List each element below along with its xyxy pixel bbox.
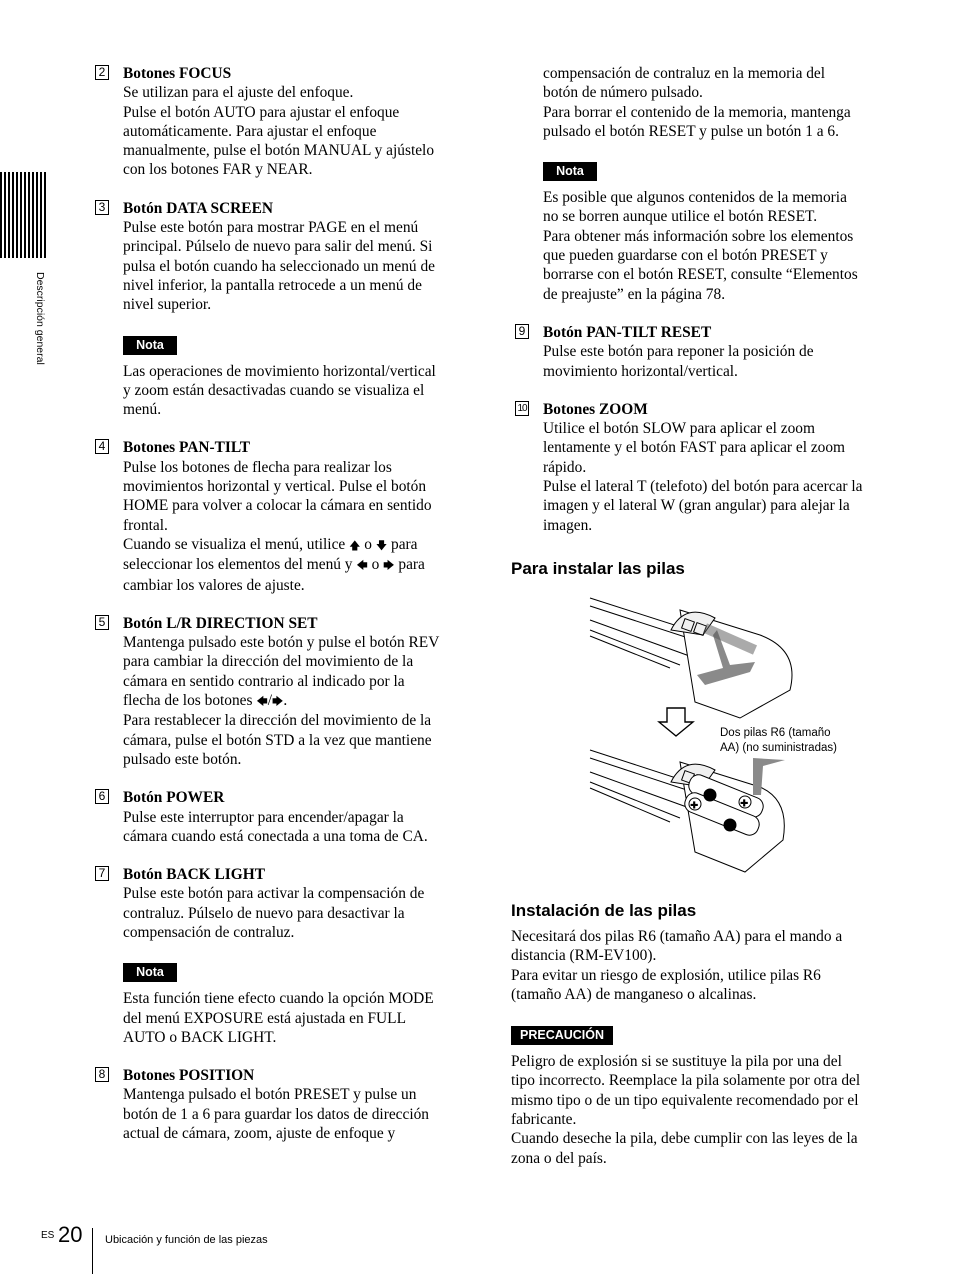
item-title: Botón POWER bbox=[123, 789, 225, 807]
note-block bbox=[123, 335, 468, 420]
item-text: Pulse este interruptor para encender/apagar la cámara cuando está conectada a una toma de CA. bbox=[123, 808, 428, 845]
item-text: Pulse este botón para mostrar PAGE en el menú principal. Púlselo de nuevo para salir del menú. Si pulsa el botón cuando ha seleccionado un menú de nivel inferior, la pantalla retrocede a un menú de nivel superior. bbox=[123, 219, 435, 314]
item-back-light bbox=[98, 865, 468, 942]
item-lr-direction bbox=[98, 614, 468, 769]
section-heading: Instalación de las pilas bbox=[511, 901, 697, 920]
item-text: Pulse los botones de flecha para realizar los movimientos horizontal y vertical. Pulse el botón HOME para volver a colocar la cámara en sentido frontal. bbox=[123, 458, 432, 534]
caution-text: Peligro de explosión si se sustituye la pila por una del tipo incorrecto. Reemplace la pila solamente por otra del mismo tipo o de un tipo equivalente recomendado por el fabricante. Cuando deseche la pila, debe cumplir con las leyes de la zona o del país. bbox=[511, 1053, 861, 1167]
item-text-arrows-2: seleccionar los elementos del menú y 🡄 o 🡆 para bbox=[123, 556, 425, 574]
section-side-label: Descripción general bbox=[34, 272, 46, 365]
item-number: 10 bbox=[515, 401, 529, 416]
caution-label: PRECAUCIÓN bbox=[511, 1026, 613, 1045]
item-text: Pulse este botón para activar la compensación de contraluz. Púlselo de nuevo para desactivar la compensación de contraluz. bbox=[123, 885, 425, 941]
caution-block bbox=[511, 1025, 891, 1168]
footer-divider bbox=[92, 1228, 93, 1274]
footer-title: Ubicación y función de las piezas bbox=[105, 1234, 268, 1246]
arrow-up-icon: 🡅 bbox=[349, 538, 361, 552]
note-block bbox=[543, 161, 893, 304]
footer-language: ES bbox=[41, 1230, 55, 1241]
item-text: Mantenga pulsado este botón y pulse el botón REV para cambiar la dirección del movimiento de la cámara en sentido contrario al indicado por la bbox=[123, 634, 440, 690]
item-number: 9 bbox=[515, 324, 529, 339]
left-column bbox=[98, 64, 468, 1143]
item-pan-tilt bbox=[98, 438, 468, 594]
arrow-down-icon: 🡇 bbox=[375, 538, 388, 552]
arrow-left-icon: 🡄 bbox=[256, 695, 268, 709]
section-tab-marker bbox=[0, 172, 46, 258]
item-title: Botón PAN-TILT RESET bbox=[543, 323, 712, 341]
section-text: Necesitará dos pilas R6 (tamaño AA) para el mando a distancia (RM-EV100). Para evitar un riesgo de explosión, utilice pilas R6 (tamaño AA) de manganeso o alcalinas. bbox=[511, 928, 843, 1003]
arrow-left-icon: 🡄 bbox=[356, 559, 368, 573]
item-text: Mantenga pulsado el botón PRESET y pulse un botón de 1 a 6 para guardar los datos de dirección actual de cámara, zoom, ajuste de enfoque y bbox=[123, 1086, 429, 1143]
item-title: Botón BACK LIGHT bbox=[123, 866, 265, 884]
arrow-right-icon: 🡆 bbox=[272, 695, 284, 709]
right-column-bottom bbox=[511, 900, 891, 1168]
item-pan-tilt-reset bbox=[518, 323, 893, 381]
item-title: Botones ZOOM bbox=[543, 400, 648, 418]
note-text: Es posible que algunos contenidos de la memoria no se borren aunque utilice el botón RESET. Para obtener más información sobre los elementos que pueden guardarse con el botón PRESET y borrarse con el botón RESET, consulte “Elementos de preajuste” en la página 78. bbox=[543, 189, 858, 303]
item-position-continued: compensación de contraluz en la memoria del botón de número pulsado. Para borrar el contenido de la memoria, mantenga pulsado el botón RESET y pulse un botón 1 a 6. bbox=[543, 65, 851, 140]
section-heading: Para instalar las pilas bbox=[511, 559, 685, 578]
item-number: 6 bbox=[95, 789, 109, 804]
item-title: Botones FOCUS bbox=[123, 65, 232, 82]
item-number: 4 bbox=[95, 439, 109, 454]
item-title: Botones POSITION bbox=[123, 1067, 255, 1085]
insert-arrow-icon bbox=[753, 758, 785, 795]
item-zoom bbox=[517, 400, 893, 535]
note-label: Nota bbox=[543, 162, 597, 181]
item-text-2: Para restablecer la dirección del movimiento de la cámara, pulse el botón STD a la vez que mantiene pulsado este botón. bbox=[123, 712, 432, 768]
item-number: 8 bbox=[95, 1067, 109, 1082]
right-column-top bbox=[517, 64, 893, 535]
item-title: Botones PAN-TILT bbox=[123, 439, 250, 457]
item-text-arrows-1: Cuando se visualiza el menú, utilice 🡅 o 🡇 para bbox=[123, 535, 418, 553]
note-text: Esta función tiene efecto cuando la opción MODE del menú EXPOSURE está ajustada en FULL AUTO o BACK LIGHT. bbox=[123, 990, 434, 1046]
item-position bbox=[98, 1066, 468, 1143]
item-number: 3 bbox=[95, 200, 109, 215]
item-focus bbox=[98, 64, 468, 180]
page-number: 20 bbox=[58, 1222, 83, 1247]
note-label: Nota bbox=[123, 336, 177, 355]
svg-text:+: + bbox=[740, 798, 749, 809]
down-arrow-outline-icon bbox=[659, 708, 693, 736]
note-text: Las operaciones de movimiento horizontal/vertical y zoom están desactivadas cuando se visualiza el menú. bbox=[123, 362, 436, 419]
item-data-screen bbox=[98, 199, 468, 315]
item-number: 2 bbox=[95, 65, 109, 80]
item-text: Utilice el botón SLOW para aplicar el zoom lentamente y el botón FAST para aplicar el zoom rápido. Pulse el lateral T (telefoto) del botón para acercar la imagen y el lateral W (gran angular) para alejar la imagen. bbox=[543, 420, 863, 534]
svg-text:+: + bbox=[690, 800, 699, 811]
item-title: Botón L/R DIRECTION SET bbox=[123, 614, 318, 632]
item-number: 7 bbox=[95, 866, 109, 881]
note-block bbox=[123, 962, 468, 1047]
item-text: Se utilizan para el ajuste del enfoque. Pulse el botón AUTO para ajustar el enfoque automáticamente. Para ajustar el enfoque manualmente, pulse el botón MANUAL y ajústelo con los botones FAR y NEAR. bbox=[123, 84, 435, 179]
item-number: 5 bbox=[95, 615, 109, 630]
note-label: Nota bbox=[123, 963, 177, 982]
arrow-right-icon: 🡆 bbox=[383, 559, 395, 573]
item-text: Pulse este botón para reponer la posición de movimiento horizontal/vertical. bbox=[543, 343, 814, 380]
item-power bbox=[98, 788, 468, 846]
illustration-caption: Dos pilas R6 (tamaño AA) (no suministradas) bbox=[720, 727, 837, 754]
item-text-end: cambiar los valores de ajuste. bbox=[123, 576, 305, 594]
item-title: Botón DATA SCREEN bbox=[123, 199, 273, 217]
item-text-arrows: flecha de los botones 🡄/🡆. bbox=[123, 692, 288, 710]
